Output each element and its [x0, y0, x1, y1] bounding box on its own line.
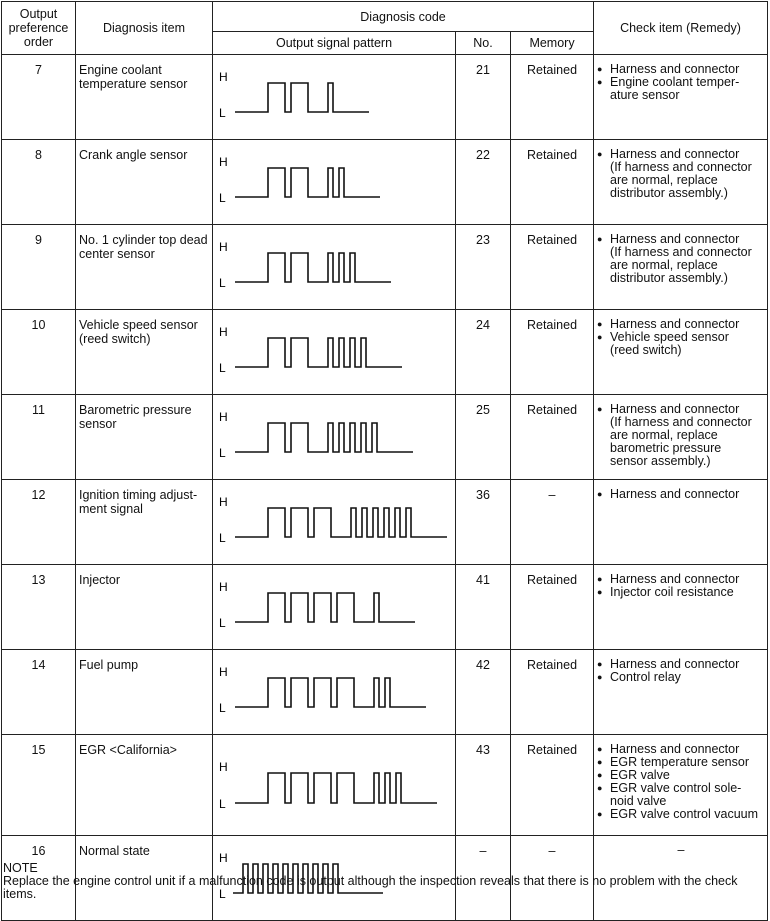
code-no-cell: 24: [456, 310, 511, 395]
memory-cell: Retained: [511, 565, 594, 650]
table-row: [2, 55, 768, 140]
order-cell: 11: [2, 395, 76, 480]
header-item: Diagnosis item: [76, 2, 213, 55]
code-no-cell: –: [456, 836, 511, 921]
signal-trace: [235, 593, 415, 622]
signal-waveform: [213, 225, 456, 301]
memory-cell: Retained: [511, 650, 594, 735]
high-label: H: [219, 240, 228, 254]
signal-waveform: [213, 480, 456, 556]
signal-waveform: [213, 310, 456, 386]
memory-cell: Retained: [511, 310, 594, 395]
check-item: ● EGR temperature sensor: [597, 756, 765, 769]
note-text: Replace the engine control unit if a malfunction code is output although the inspection reveals that there is no problem with the check items.: [3, 874, 738, 901]
code-no-cell: 43: [456, 735, 511, 836]
check-item: ● Vehicle speed sensor: [597, 331, 765, 344]
table-row: [2, 395, 768, 480]
header-order: Output preference order: [2, 2, 76, 55]
code-no-cell: 25: [456, 395, 511, 480]
low-label: L: [219, 701, 226, 715]
note-title: NOTE: [3, 861, 38, 875]
memory-cell: Retained: [511, 395, 594, 480]
check-item: ● Control relay: [597, 671, 765, 684]
check-item: ● Engine coolant temper-: [597, 76, 765, 89]
signal-waveform: [213, 650, 456, 726]
check-item: are normal, replace: [610, 258, 718, 272]
item-cell: Fuel pump: [76, 650, 213, 735]
check-item: (reed switch): [610, 343, 682, 357]
signal-trace: [235, 168, 380, 197]
high-label: H: [219, 410, 228, 424]
signal-pattern-cell: [213, 55, 456, 140]
order-cell: 9: [2, 225, 76, 310]
signal-trace: [235, 253, 391, 282]
check-cell: [594, 140, 768, 225]
signal-waveform: [213, 735, 456, 827]
signal-pattern-cell: [213, 225, 456, 310]
item-cell: Vehicle speed sensor (reed switch): [76, 310, 213, 395]
code-no-cell: 41: [456, 565, 511, 650]
header-check: Check item (Remedy): [594, 2, 768, 55]
check-item: ● Harness and connector: [597, 148, 765, 161]
order-cell: 15: [2, 735, 76, 836]
check-item: distributor assembly.): [610, 271, 728, 285]
order-cell: 8: [2, 140, 76, 225]
signal-waveform: [213, 55, 456, 131]
signal-trace: [235, 773, 437, 803]
low-label: L: [219, 446, 226, 460]
check-item: (If harness and connector: [610, 160, 752, 174]
check-item: barometric pressure: [610, 441, 722, 455]
check-item: ● Harness and connector: [597, 318, 765, 331]
check-cell: [594, 735, 768, 836]
check-item: ● EGR valve: [597, 769, 765, 782]
check-cell: [594, 55, 768, 140]
item-cell: Crank angle sensor: [76, 140, 213, 225]
signal-waveform: [213, 565, 456, 641]
check-item: ● Harness and connector: [597, 573, 765, 586]
check-item: (If harness and connector: [610, 245, 752, 259]
check-item: ature sensor: [610, 88, 680, 102]
signal-trace: [235, 678, 426, 707]
check-cell: [594, 225, 768, 310]
check-item: ● Injector coil resistance: [597, 586, 765, 599]
item-cell: EGR <California>: [76, 735, 213, 836]
check-item: sensor assembly.): [610, 454, 711, 468]
check-item: ● Harness and connector: [597, 233, 765, 246]
check-item: ● Harness and connector: [597, 743, 765, 756]
table-row: [2, 480, 768, 565]
low-label: L: [219, 797, 226, 811]
signal-waveform: [213, 140, 456, 216]
memory-cell: Retained: [511, 55, 594, 140]
memory-cell: –: [511, 480, 594, 565]
signal-pattern-cell: [213, 310, 456, 395]
item-cell: Barometric pressure sensor: [76, 395, 213, 480]
check-item: distributor assembly.): [610, 186, 728, 200]
check-cell: [594, 310, 768, 395]
signal-pattern-cell: [213, 395, 456, 480]
check-item: ● Harness and connector: [597, 403, 765, 416]
memory-cell: –: [511, 836, 594, 921]
order-cell: 7: [2, 55, 76, 140]
item-cell: No. 1 cylinder top dead center sensor: [76, 225, 213, 310]
check-item: ● Harness and connector: [597, 63, 765, 76]
code-no-cell: 21: [456, 55, 511, 140]
high-label: H: [219, 495, 228, 509]
check-item: ● EGR valve control sole-: [597, 782, 765, 795]
high-label: H: [219, 851, 228, 865]
check-item: are normal, replace: [610, 428, 718, 442]
high-label: H: [219, 325, 228, 339]
table-row: [2, 735, 768, 836]
high-label: H: [219, 70, 228, 84]
check-item: noid valve: [610, 794, 667, 808]
check-item: ● Harness and connector: [597, 658, 765, 671]
signal-pattern-cell: [213, 650, 456, 735]
order-cell: 16: [2, 836, 76, 921]
low-label: L: [219, 531, 226, 545]
memory-cell: Retained: [511, 140, 594, 225]
header-pattern: Output signal pattern: [213, 32, 456, 55]
low-label: L: [219, 616, 226, 630]
table-row: [2, 225, 768, 310]
check-cell: [594, 565, 768, 650]
table-row: [2, 650, 768, 735]
low-label: L: [219, 106, 226, 120]
low-label: L: [219, 191, 226, 205]
header-no: No.: [456, 32, 511, 55]
check-cell: [594, 480, 768, 565]
table-row: [2, 310, 768, 395]
check-cell: [594, 650, 768, 735]
signal-trace: [235, 508, 447, 537]
code-no-cell: 42: [456, 650, 511, 735]
check-item: –: [677, 843, 685, 857]
signal-pattern-cell: [213, 140, 456, 225]
table-row: [2, 565, 768, 650]
item-cell: Engine coolant temperature sensor: [76, 55, 213, 140]
check-item: ● Harness and connector: [597, 488, 765, 501]
memory-cell: Retained: [511, 225, 594, 310]
signal-trace: [235, 423, 413, 452]
order-cell: 12: [2, 480, 76, 565]
high-label: H: [219, 760, 228, 774]
order-cell: 13: [2, 565, 76, 650]
order-cell: 14: [2, 650, 76, 735]
code-no-cell: 22: [456, 140, 511, 225]
check-cell: [594, 395, 768, 480]
header-code: Diagnosis code: [213, 2, 594, 32]
memory-cell: Retained: [511, 735, 594, 836]
signal-pattern-cell: [213, 480, 456, 565]
order-cell: 10: [2, 310, 76, 395]
signal-trace: [235, 83, 369, 112]
high-label: H: [219, 665, 228, 679]
code-no-cell: 23: [456, 225, 511, 310]
check-item: (If harness and connector: [610, 415, 752, 429]
signal-waveform: [213, 395, 456, 471]
signal-pattern-cell: [213, 565, 456, 650]
item-cell: Injector: [76, 565, 213, 650]
table-row: [2, 140, 768, 225]
item-cell: Normal state: [76, 836, 213, 921]
high-label: H: [219, 155, 228, 169]
code-no-cell: 36: [456, 480, 511, 565]
header-memory: Memory: [511, 32, 594, 55]
high-label: H: [219, 580, 228, 594]
low-label: L: [219, 361, 226, 375]
signal-pattern-cell: [213, 735, 456, 836]
diagnosis-table: [1, 1, 768, 921]
note: [3, 862, 768, 901]
low-label: L: [219, 887, 226, 901]
signal-trace: [235, 338, 402, 367]
low-label: L: [219, 276, 226, 290]
item-cell: Ignition timing adjust-ment signal: [76, 480, 213, 565]
check-item: are normal, replace: [610, 173, 718, 187]
check-item: ● EGR valve control vacuum: [597, 808, 765, 821]
